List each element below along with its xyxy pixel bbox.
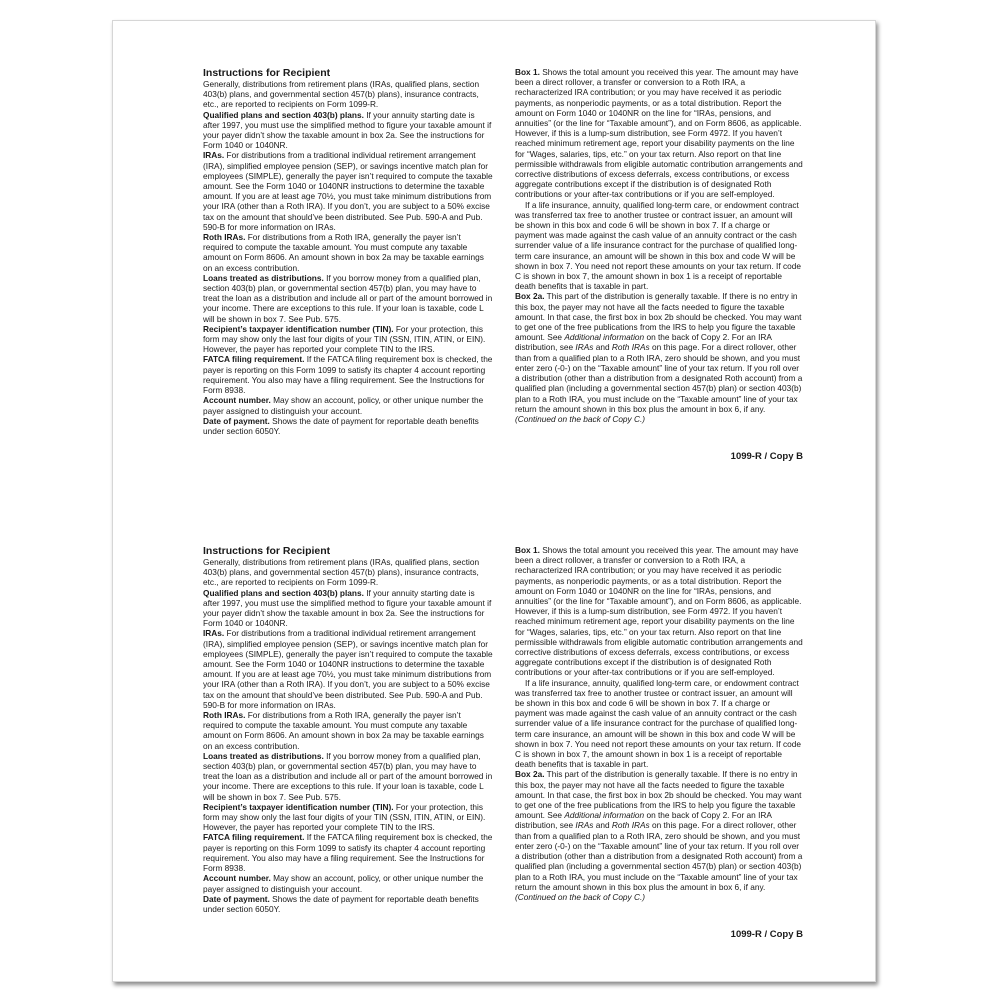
iras-text: For distributions from a traditional individual retirement arrangement (IRA), simplified employee pension (SEP), or savings incentive match plan for employees (SIMPLE), generally the payer isn’t required to compute the taxable amount. See the Form 1040 or 1040NR instructions to determine the taxable amount. If you are at least age 70½, you must take minimum distributions from your IRA (other than a Roth IRA). If you don’t, you are subject to a 50% excise tax on the amount that should’ve been distributed. See Pub. 590-A and Pub. 590-B for more information on IRAs. (203, 628, 493, 710)
tin-paragraph (203, 324, 493, 355)
instructions-panel-top (203, 67, 803, 467)
box2a-text: on this page. For a direct rollover, other than from a qualified plan to a Roth IRA, zero should be shown, and you must enter zero (-0-) on the “Taxable amount” line of your tax return. If you roll over a distribution (other than a distribution from a designated Roth account) from a qualified plan (including a governmental section 457(b) plan) or section 403(b) plan to a Roth IRA, you must include on the “Taxable amount” line of your tax return the amount shown in this box plus the amount in box 6, if any. (515, 342, 803, 414)
box1-text: Shows the total amount you received this year. The amount may have been a direct rollover, a transfer or conversion to a Roth IRA, a recharacterized IRA contribution; or you may have received it as periodic payments, as nonperiodic payments, or as a total distribution. Report the amount on Form 1040 or 1040NR on the line for “IRAs, pensions, and annuities” (or the line for “Taxable amount”), and on Form 8606, as applicable. However, if this is a lump-sum distribution, see Form 4972. If you haven’t reached minimum retirement age, report your disability payments on the line for “Wages, salaries, tips, etc.” on your tax return. Also report on that line permissible withdrawals from eligible automatic contribution arrangements and corrective distributions of excess deferrals, excess contributions, or excess aggregate contributions except if the distribution is of designated Roth contributions or your after-tax contributions or if you are self-employed. (515, 67, 803, 200)
fatca-paragraph (203, 354, 493, 395)
box2a-text: This part of the distribution is generally taxable. If there is no entry in this box, the payer may not have all the facts needed to figure the taxable amount. In that case, the first box in box 2b should be checked. You may want to get one of the free publications from the IRS to help you figure the taxable amount. See (515, 291, 802, 343)
iras-paragraph (203, 628, 493, 710)
continued-note: (Continued on the back of Copy C.) (515, 891, 646, 902)
tin-label: Recipient’s taxpayer identification number (TIN). (203, 323, 394, 334)
loans-text: If you borrow money from a qualified plan, section 403(b) plan, or governmental section 457(b) plan, you may have to treat the loan as a distribution and include all or part of the amount borrowed in your income. There are exceptions to this rule. If your loan is taxable, code L will be shown in box 7. See Pub. 575. (203, 272, 493, 324)
qualified-plans-label: Qualified plans and section 403(b) plans. (203, 109, 364, 120)
account-number-label: Account number. (203, 873, 271, 884)
qualified-plans-paragraph (203, 588, 493, 629)
box2a-text: on the back of Copy 2. For an IRA distribution, see (515, 332, 772, 353)
box1-paragraph (515, 67, 803, 200)
box1-label: Box 1. (515, 545, 540, 555)
right-column (515, 67, 803, 424)
instructions-heading: Instructions for Recipient (203, 67, 331, 79)
qualified-plans-paragraph (203, 110, 493, 151)
roth-iras-text: For distributions from a Roth IRA, generally the payer isn’t required to compute the taxable amount. You must compute any taxable amount on Form 8606. An amount shown in box 2a may be taxable earnings on an excess contribution. (203, 232, 484, 273)
loans-text: If you borrow money from a qualified plan, section 403(b) plan, or governmental section 457(b) plan, you may have to treat the loan as a distribution and include all or part of the amount borrowed in your income. There are exceptions to this rule. If your loan is taxable, code L will be shown in box 7. See Pub. 575. (203, 750, 493, 802)
iras-text: For distributions from a traditional individual retirement arrangement (IRA), simplified employee pension (SEP), or savings incentive match plan for employees (SIMPLE), generally the payer isn’t required to compute the taxable amount. See the Form 1040 or 1040NR instructions to determine the taxable amount. If you are at least age 70½, you must take minimum distributions from your IRA (other than a Roth IRA). If you don’t, you are subject to a 50% excise tax on the amount that should’ve been distributed. See Pub. 590-A and Pub. 590-B for more information on IRAs. (203, 150, 493, 232)
box2a-label: Box 2a. (515, 291, 545, 302)
roth-iras-ref: Roth IRAs (611, 820, 650, 831)
roth-iras-ref: Roth IRAs (611, 342, 650, 353)
continued-note: (Continued on the back of Copy C.) (515, 413, 646, 424)
copy-label: 1099-R / Copy B (730, 451, 803, 462)
date-of-payment-label: Date of payment. (203, 893, 270, 904)
iras-label: IRAs. (203, 628, 225, 639)
loans-paragraph (203, 273, 493, 324)
instructions-panel-bottom (203, 545, 803, 945)
iras-label: IRAs. (203, 150, 225, 161)
roth-iras-paragraph (203, 232, 493, 273)
date-of-payment-text: Shows the date of payment for reportable death benefits under section 6050Y. (203, 893, 479, 914)
account-number-label: Account number. (203, 395, 271, 406)
iras-paragraph (203, 150, 493, 232)
date-of-payment-text: Shows the date of payment for reportable death benefits under section 6050Y. (203, 415, 479, 436)
account-number-paragraph (203, 873, 493, 893)
box1-label: Box 1. (515, 67, 540, 77)
intro-paragraph: Generally, distributions from retirement plans (IRAs, qualified plans, section 403(b) plans, and governmental section 457(b) plans), insurance contracts, etc., are reported to recipients on Form 1099-R. (203, 557, 480, 588)
box2a-label: Box 2a. (515, 769, 545, 780)
box2a-paragraph (515, 291, 803, 424)
account-number-paragraph (203, 395, 493, 415)
box2a-text: on the back of Copy 2. For an IRA distribution, see (515, 810, 772, 831)
loans-label: Loans treated as distributions. (203, 272, 324, 283)
tin-text: For your protection, this form may show only the last four digits of your TIN (SSN, ITIN, ATIN, or EIN). However, the payer has reported your complete TIN to the IRS. (203, 323, 486, 355)
left-column (203, 67, 493, 436)
tin-paragraph (203, 802, 493, 833)
fatca-label: FATCA filing requirement. (203, 354, 305, 365)
qualified-plans-text: If your annuity starting date is after 1997, you must use the simplified method to figure your taxable amount if your payer didn’t show the taxable amount in box 2a. See the instructions for Form 1040 or 1040NR. (203, 587, 492, 629)
box1-text: Shows the total amount you received this year. The amount may have been a direct rollover, a transfer or conversion to a Roth IRA, a recharacterized IRA contribution; or you may have received it as periodic payments, as nonperiodic payments, or as a total distribution. Report the amount on Form 1040 or 1040NR on the line for “IRAs, pensions, and annuities” (or the line for “Taxable amount”), and on Form 8606, as applicable. However, if this is a lump-sum distribution, see Form 4972. If you haven’t reached minimum retirement age, report your disability payments on the line for “Wages, salaries, tips, etc.” on your tax return. Also report on that line permissible withdrawals from eligible automatic contribution arrangements and corrective distributions of excess deferrals, excess contributions, or excess aggregate contributions except if the distribution is of designated Roth contributions or your after-tax contributions or if you are self-employed. (515, 545, 803, 678)
qualified-plans-label: Qualified plans and section 403(b) plans. (203, 587, 364, 598)
left-column (203, 545, 493, 914)
roth-iras-label: Roth IRAs. (203, 710, 246, 721)
account-number-text: May show an account, policy, or other unique number the payer assigned to distinguish your account. (203, 873, 484, 894)
tin-text: For your protection, this form may show only the last four digits of your TIN (SSN, ITIN, ATIN, or EIN). However, the payer has reported your complete TIN to the IRS. (203, 801, 486, 833)
box1-paragraph (515, 545, 803, 678)
roth-iras-label: Roth IRAs. (203, 232, 246, 243)
box2a-text: This part of the distribution is generally taxable. If there is no entry in this box, the payer may not have all the facts needed to figure the taxable amount. In that case, the first box in box 2b should be checked. You may want to get one of the free publications from the IRS to help you figure the taxable amount. See (515, 769, 802, 821)
instructions-heading: Instructions for Recipient (203, 545, 331, 557)
additional-information-ref: Additional information (564, 810, 645, 821)
account-number-text: May show an account, policy, or other unique number the payer assigned to distinguish your account. (203, 395, 484, 416)
form-sheet (112, 20, 876, 982)
iras-ref: IRAs (575, 342, 594, 353)
copy-label: 1099-R / Copy B (730, 929, 803, 940)
box2a-text: and (593, 342, 612, 353)
date-of-payment-paragraph (203, 416, 493, 436)
date-of-payment-paragraph (203, 894, 493, 914)
tin-label: Recipient’s taxpayer identification number (TIN). (203, 801, 394, 812)
roth-iras-text: For distributions from a Roth IRA, generally the payer isn’t required to compute the taxable amount. You must compute any taxable amount on Form 8606. An amount shown in box 2a may be taxable earnings on an excess contribution. (203, 710, 484, 751)
right-column (515, 545, 803, 902)
box2a-text: and (593, 820, 612, 831)
additional-information-ref: Additional information (564, 332, 645, 343)
box2a-paragraph (515, 769, 803, 902)
roth-iras-paragraph (203, 710, 493, 751)
fatca-paragraph (203, 832, 493, 873)
intro-paragraph: Generally, distributions from retirement plans (IRAs, qualified plans, section 403(b) plans, and governmental section 457(b) plans), insurance contracts, etc., are reported to recipients on Form 1099-R. (203, 79, 480, 110)
box1-second-paragraph: If a life insurance, annuity, qualified long-term care, or endowment contract was transferred tax free to another trustee or contract issuer, an amount will be shown in this box and code 6 will be shown in box 7. If a charge or payment was made against the cash value of an annuity contract or the cash surrender value of a life insurance contract for the purchase of qualified long-term care insurance, an amount will be shown in this box and code W will be shown in box 7. You need not report these amounts on your tax return. If code C is shown in box 7, the amount shown in box 1 is a receipt of reportable death benefits that is taxable in part. (515, 199, 801, 292)
fatca-label: FATCA filing requirement. (203, 832, 305, 843)
loans-paragraph (203, 751, 493, 802)
fatca-text: If the FATCA filing requirement box is checked, the payer is reporting on this Form 1099 to satisfy its chapter 4 account reporting requirement. You also may have a filing requirement. See the Instructions for Form 8938. (203, 354, 493, 396)
loans-label: Loans treated as distributions. (203, 750, 324, 761)
qualified-plans-text: If your annuity starting date is after 1997, you must use the simplified method to figure your taxable amount if your payer didn’t show the taxable amount in box 2a. See the instructions for Form 1040 or 1040NR. (203, 109, 492, 151)
date-of-payment-label: Date of payment. (203, 415, 270, 426)
box1-second-paragraph: If a life insurance, annuity, qualified long-term care, or endowment contract was transferred tax free to another trustee or contract issuer, an amount will be shown in this box and code 6 will be shown in box 7. If a charge or payment was made against the cash value of an annuity contract or the cash surrender value of a life insurance contract for the purchase of qualified long-term care insurance, an amount will be shown in this box and code W will be shown in box 7. You need not report these amounts on your tax return. If code C is shown in box 7, the amount shown in box 1 is a receipt of reportable death benefits that is taxable in part. (515, 677, 801, 770)
box2a-text: on this page. For a direct rollover, other than from a qualified plan to a Roth IRA, zero should be shown, and you must enter zero (-0-) on the “Taxable amount” line of your tax return. If you roll over a distribution (other than a distribution from a designated Roth account) from a qualified plan (including a governmental section 457(b) plan) or section 403(b) plan to a Roth IRA, you must include on the “Taxable amount” line of your tax return the amount shown in this box plus the amount in box 6, if any. (515, 820, 803, 892)
fatca-text: If the FATCA filing requirement box is checked, the payer is reporting on this Form 1099 to satisfy its chapter 4 account reporting requirement. You also may have a filing requirement. See the Instructions for Form 8938. (203, 832, 493, 874)
iras-ref: IRAs (575, 820, 594, 831)
